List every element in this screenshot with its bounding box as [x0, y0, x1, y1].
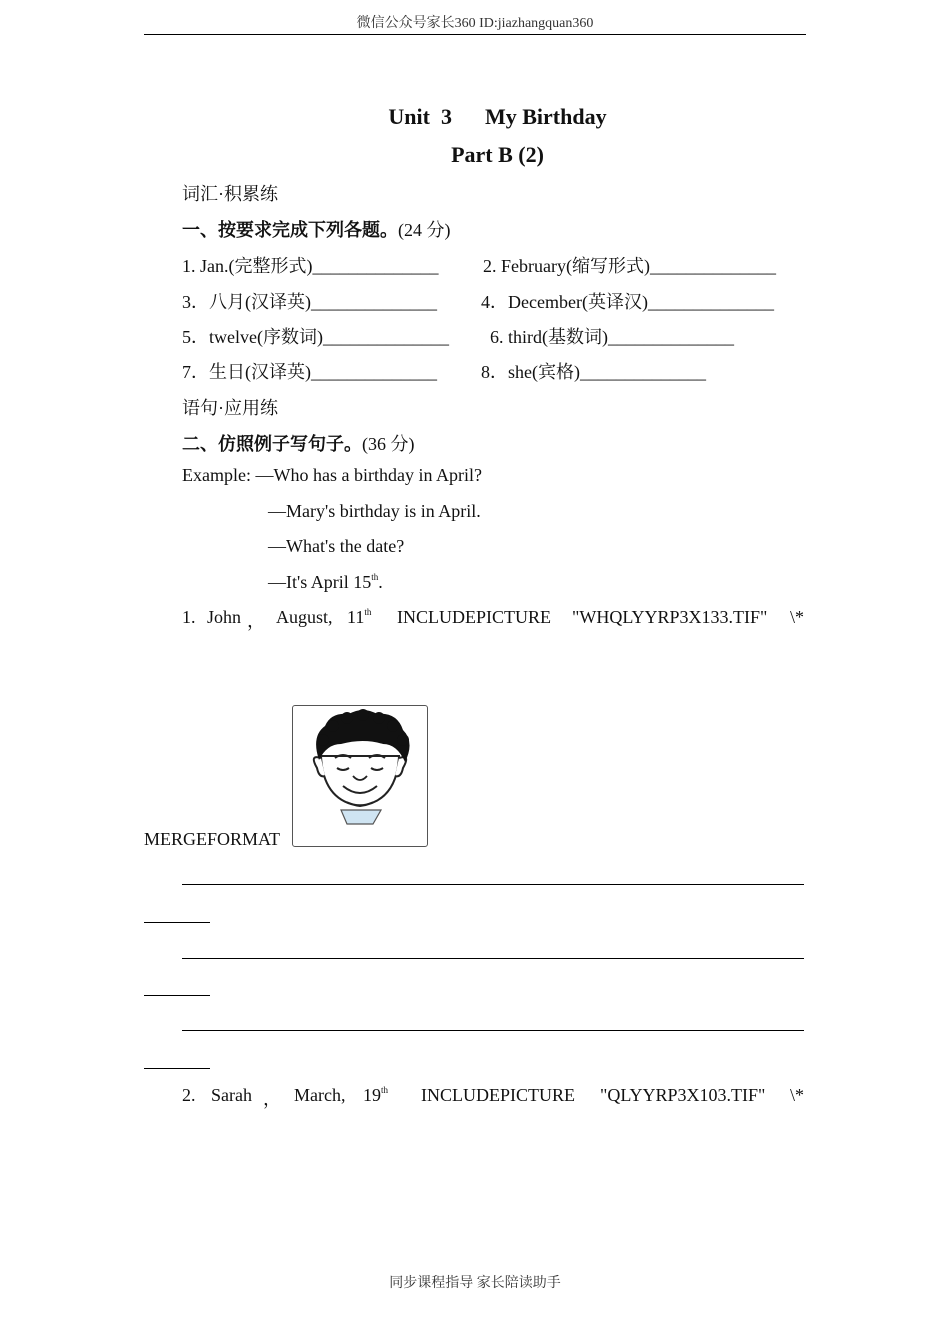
question-1-merge: MERGEFORMAT — [144, 829, 281, 849]
vocab-item-8: 8．she(宾格)______________ — [481, 362, 706, 382]
example-answer-2-text: —It's April 15 — [268, 572, 372, 592]
question-2-month: March, — [294, 1085, 346, 1105]
example-question-2: —What's the date? — [268, 536, 405, 556]
question-1-day — [347, 607, 371, 628]
example-answer-1: —Mary's birthday is in April. — [268, 501, 481, 521]
question-1-field: INCLUDEPICTURE — [397, 607, 551, 627]
answer-line-1c[interactable] — [182, 1030, 804, 1031]
page-footer: 同步课程指导 家长陪读助手 — [389, 1276, 561, 1291]
answer-line-1a[interactable] — [182, 884, 804, 885]
answer-line-1b-cont[interactable] — [144, 995, 210, 996]
section1-category: 词汇·积累练 — [182, 184, 278, 204]
question-1-day-num: 11 — [347, 607, 365, 627]
question-2-field: INCLUDEPICTURE — [421, 1085, 575, 1105]
unit-title: Unit 3 My Birthday — [388, 104, 607, 129]
question-2-file: "QLYYRP3X103.TIF" — [600, 1085, 766, 1105]
section2-points: (36 分) — [362, 434, 415, 454]
vocab-item-7: 7．生日(汉译英)______________ — [182, 362, 437, 382]
question-1-switch: \* — [790, 607, 805, 627]
answer-line-1a-cont[interactable] — [144, 922, 210, 923]
example-question-1: —Who has a birthday in April? — [255, 465, 482, 485]
question-2-day-sup: th — [381, 1085, 389, 1095]
example-answer-2-end: . — [378, 572, 383, 592]
question-1-sep: ， — [247, 611, 265, 631]
example-answer-2 — [268, 572, 383, 593]
vocab-item-2: 2. February(缩写形式)______________ — [483, 256, 776, 276]
section1-points: (24 分) — [398, 220, 451, 240]
example-label: Example: — [182, 465, 251, 485]
page-header: 微信公众号家长360 ID:jiazhangquan360 — [144, 12, 806, 35]
example-answer-2-sup: th — [371, 572, 379, 582]
section2-heading — [182, 430, 415, 456]
section2-category: 语句·应用练 — [182, 398, 278, 418]
boy-face-icon — [293, 706, 427, 846]
part-title: Part B (2) — [451, 142, 544, 167]
vocab-item-6: 6. third(基数词)______________ — [490, 327, 734, 347]
section2-heading-text: 二、仿照例子写句子。 — [182, 434, 362, 454]
question-2-sep: ， — [263, 1089, 281, 1109]
boy-portrait-image — [292, 705, 428, 847]
vocab-item-3: 3．八月(汉译英)______________ — [182, 292, 437, 312]
section1-heading — [182, 216, 451, 242]
example-line-1 — [182, 465, 482, 486]
question-1-day-sup: th — [364, 607, 372, 617]
question-1-num: 1. — [182, 607, 196, 627]
question-1-file: "WHQLYYRP3X133.TIF" — [572, 607, 768, 627]
question-2-day-num: 19 — [363, 1085, 381, 1105]
answer-line-1b[interactable] — [182, 958, 804, 959]
question-2-name: Sarah — [211, 1085, 252, 1105]
question-2-switch: \* — [790, 1085, 805, 1105]
answer-line-1c-cont[interactable] — [144, 1068, 210, 1069]
question-1-month: August, — [276, 607, 333, 627]
vocab-item-5: 5．twelve(序数词)______________ — [182, 327, 449, 347]
question-1-name: John — [207, 607, 242, 627]
vocab-item-1: 1. Jan.(完整形式)______________ — [182, 256, 439, 276]
section1-heading-text: 一、按要求完成下列各题。 — [182, 220, 398, 240]
vocab-item-4: 4．December(英译汉)______________ — [481, 292, 774, 312]
question-2-num: 2. — [182, 1085, 196, 1105]
question-2-day — [363, 1085, 388, 1106]
